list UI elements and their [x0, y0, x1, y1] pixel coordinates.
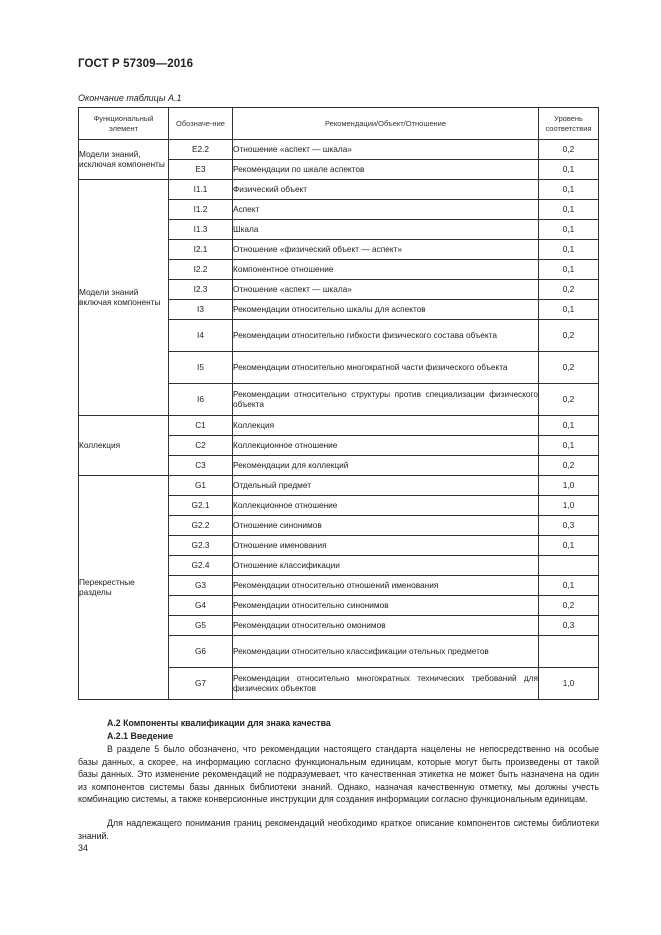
recommendation-cell: Рекомендации относительно отношений именования — [233, 576, 539, 596]
functional-element-cell: Коллекция — [79, 416, 169, 476]
designation-cell: I2.3 — [169, 280, 233, 300]
subsection-title: А.2.1 Введение — [107, 731, 174, 741]
level-cell: 0,1 — [539, 260, 599, 280]
paragraph: В разделе 5 было обозначено, что рекомендации настоящего стандарта нацелены не непосредственно на особые базы данных, а скорее, на информацию согласно функциональным единицам, которые могут быть произведены от такой базы данных. Это изменение рекомендаций не подразумевает, что качественная этикетка не может быть назначена на один из компонентов системы базы данных библиотеки знаний. Однако, назначая качественную отметку, мы должны учесть комбинацию системы, а также конверсионные инструкции для создания информации согласно функциональным единицам. — [78, 744, 599, 805]
table-row — [79, 140, 599, 160]
recommendation-cell: Шкала — [233, 220, 539, 240]
recommendation-cell: Отдельный предмет — [233, 476, 539, 496]
recommendation-cell: Коллекционное отношение — [233, 496, 539, 516]
table-row — [79, 180, 599, 200]
table-body — [79, 140, 599, 700]
level-cell: 0,1 — [539, 200, 599, 220]
table-header-row — [79, 108, 599, 140]
designation-cell: G4 — [169, 596, 233, 616]
level-cell: 0,1 — [539, 300, 599, 320]
recommendation-cell: Рекомендации относительно омонимов — [233, 616, 539, 636]
level-cell: 0,1 — [539, 436, 599, 456]
level-cell: 0,1 — [539, 536, 599, 556]
level-cell — [539, 556, 599, 576]
designation-cell: I5 — [169, 352, 233, 384]
level-cell: 1,0 — [539, 668, 599, 700]
designation-cell: E2.2 — [169, 140, 233, 160]
designation-cell: C1 — [169, 416, 233, 436]
designation-cell: I1.1 — [169, 180, 233, 200]
designation-cell: G2.2 — [169, 516, 233, 536]
designation-cell: I2.1 — [169, 240, 233, 260]
recommendation-cell: Рекомендации для коллекций — [233, 456, 539, 476]
level-cell: 0,2 — [539, 384, 599, 416]
designation-cell: I1.2 — [169, 200, 233, 220]
designation-cell: G2.3 — [169, 536, 233, 556]
table-caption: Окончание таблицы А.1 — [78, 93, 182, 103]
level-cell: 0,3 — [539, 516, 599, 536]
recommendation-cell: Рекомендации относительно многократных технических требований для физических объектов — [233, 668, 539, 700]
level-cell: 0,2 — [539, 140, 599, 160]
paragraph: Для надлежащего понимания границ рекомендаций необходимо краткое описание компонентов системы библиотеки знаний. — [78, 818, 599, 841]
designation-cell: G1 — [169, 476, 233, 496]
recommendation-cell: Рекомендации относительно гибкости физического состава объекта — [233, 320, 539, 352]
level-cell: 0,1 — [539, 416, 599, 436]
designation-cell: G7 — [169, 668, 233, 700]
level-cell: 0,1 — [539, 180, 599, 200]
recommendation-cell: Отношение синонимов — [233, 516, 539, 536]
functional-element-cell: Модели знаний включая компоненты — [79, 180, 169, 416]
level-cell: 1,0 — [539, 496, 599, 516]
recommendation-cell: Рекомендации относительно многократной части физического объекта — [233, 352, 539, 384]
recommendation-cell: Физический объект — [233, 180, 539, 200]
designation-cell: I1.3 — [169, 220, 233, 240]
designation-cell: I6 — [169, 384, 233, 416]
section-title: А.2 Компоненты квалификации для знака качества — [107, 718, 331, 728]
recommendation-cell: Отношение «аспект — шкала» — [233, 140, 539, 160]
designation-cell: C2 — [169, 436, 233, 456]
designation-cell: G6 — [169, 636, 233, 668]
recommendation-cell: Компонентное отношение — [233, 260, 539, 280]
designation-cell: G2.4 — [169, 556, 233, 576]
level-cell: 0,1 — [539, 220, 599, 240]
table-row — [79, 476, 599, 496]
column-header-functional-element: Функциональный элемент — [79, 108, 169, 140]
level-cell: 1,0 — [539, 476, 599, 496]
level-cell: 0,2 — [539, 596, 599, 616]
recommendation-cell: Рекомендации по шкале аспектов — [233, 160, 539, 180]
designation-cell: C3 — [169, 456, 233, 476]
recommendation-cell: Рекомендации относительно шкалы для аспектов — [233, 300, 539, 320]
designation-cell: I3 — [169, 300, 233, 320]
level-cell: 0,1 — [539, 240, 599, 260]
level-cell: 0,2 — [539, 280, 599, 300]
recommendation-cell: Рекомендации относительно синонимов — [233, 596, 539, 616]
level-cell — [539, 636, 599, 668]
designation-cell: I4 — [169, 320, 233, 352]
designation-cell: E3 — [169, 160, 233, 180]
column-header-level: Уровень соответствия — [539, 108, 599, 140]
level-cell: 0,2 — [539, 320, 599, 352]
level-cell: 0,1 — [539, 160, 599, 180]
recommendation-cell: Аспект — [233, 200, 539, 220]
level-cell: 0,2 — [539, 352, 599, 384]
conformance-table — [78, 107, 599, 700]
column-header-designation: Обозначе-ние — [169, 108, 233, 140]
recommendation-cell: Отношение «аспект — шкала» — [233, 280, 539, 300]
table-row — [79, 416, 599, 436]
functional-element-cell: Модели знаний, исключая компоненты — [79, 140, 169, 180]
recommendation-cell: Рекомендации относительно классификации отельных предметов — [233, 636, 539, 668]
recommendation-cell: Отношение «физический объект — аспект» — [233, 240, 539, 260]
recommendation-cell: Отношение именования — [233, 536, 539, 556]
level-cell: 0,3 — [539, 616, 599, 636]
level-cell: 0,1 — [539, 576, 599, 596]
page-number: 34 — [78, 843, 89, 853]
designation-cell: G2.1 — [169, 496, 233, 516]
designation-cell: I2.2 — [169, 260, 233, 280]
recommendation-cell: Рекомендации относительно структуры против специализации физического объекта — [233, 384, 539, 416]
recommendation-cell: Коллекция — [233, 416, 539, 436]
standard-header: ГОСТ Р 57309—2016 — [78, 58, 194, 70]
recommendation-cell: Отношение классификации — [233, 556, 539, 576]
designation-cell: G5 — [169, 616, 233, 636]
functional-element-cell: Перекрестные разделы — [79, 476, 169, 700]
level-cell: 0,2 — [539, 456, 599, 476]
column-header-recommendation: Рекомендации/Объект/Отношение — [233, 108, 539, 140]
recommendation-cell: Коллекционное отношение — [233, 436, 539, 456]
designation-cell: G3 — [169, 576, 233, 596]
